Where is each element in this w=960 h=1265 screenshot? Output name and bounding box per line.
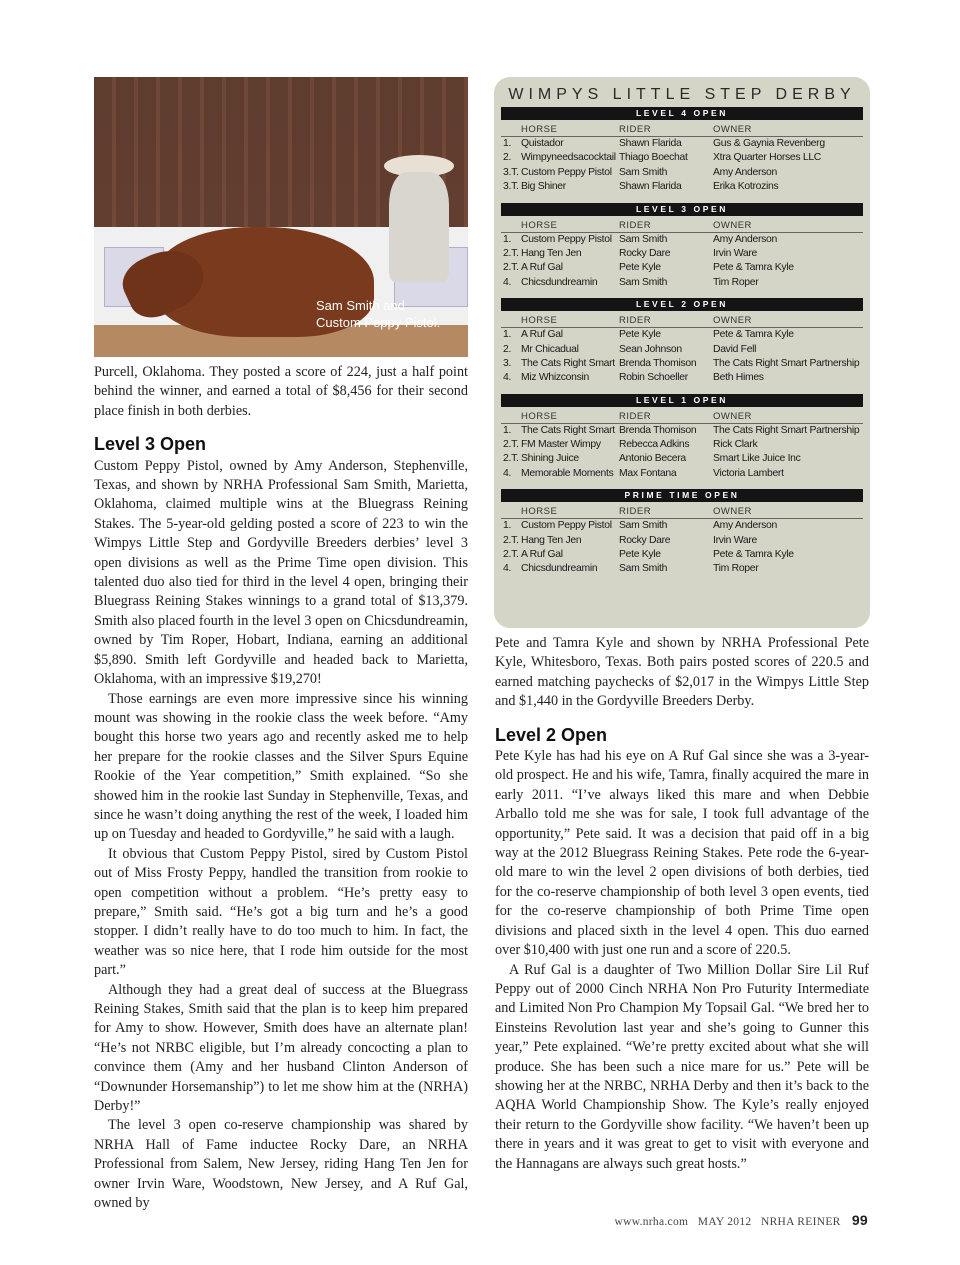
cell-horse: Mr Chicadual <box>521 343 579 355</box>
division-bar: LEVEL 2 OPEN <box>501 298 863 311</box>
cell-horse: Custom Peppy Pistol <box>521 520 612 532</box>
column-headers <box>501 502 863 519</box>
footer-url: www.nrha.com <box>614 1216 689 1228</box>
cell-owner: Erika Kotrozins <box>713 181 779 193</box>
header-owner: OWNER <box>713 124 752 135</box>
table-row <box>501 343 863 357</box>
results-panel <box>494 77 870 628</box>
cell-owner: Irvin Ware <box>713 247 757 259</box>
cell-owner: Amy Anderson <box>713 166 777 178</box>
results-sections <box>501 107 863 577</box>
column-headers <box>501 120 863 137</box>
section-heading: Level 3 Open <box>94 434 207 455</box>
cell-owner: Amy Anderson <box>713 520 777 532</box>
cell-place: 3.T. <box>503 181 519 193</box>
intro-paragraph: Purcell, Oklahoma. They posted a score of 224, just a half point behind the winner, and earned a total of $8,456 for their second place finish in both derbies. <box>94 364 468 419</box>
right-column <box>495 634 869 1174</box>
cell-horse: A Ruf Gal <box>521 549 563 561</box>
rider-figure <box>389 172 449 282</box>
header-owner: OWNER <box>713 219 752 231</box>
cell-place: 2.T. <box>503 549 519 561</box>
header-horse: HORSE <box>521 124 558 135</box>
cell-rider: Brenda Thomison <box>619 357 697 369</box>
header-rider: RIDER <box>619 410 652 422</box>
table-row <box>501 371 863 385</box>
results-section <box>501 298 863 386</box>
cell-owner: Gus & Gaynia Revenberg <box>713 138 825 149</box>
cell-rider: Antonio Becera <box>619 453 686 465</box>
cell-owner: The Cats Right Smart Partnership <box>713 357 860 369</box>
column-headers <box>501 311 863 328</box>
section-heading: Level 2 Open <box>495 724 608 745</box>
division-bar: LEVEL 3 OPEN <box>501 203 863 216</box>
division-bar: LEVEL 1 OPEN <box>501 394 863 407</box>
page-footer <box>615 1212 869 1228</box>
page-number: 99 <box>851 1212 868 1228</box>
cell-horse: Custom Peppy Pistol <box>521 233 612 245</box>
cell-rider: Shawn Flarida <box>619 181 682 193</box>
cell-place: 1. <box>503 329 512 341</box>
cell-rider: Brenda Thomison <box>619 424 697 436</box>
cell-rider: Sam Smith <box>619 520 668 532</box>
header-rider: RIDER <box>619 315 652 327</box>
cell-rider: Pete Kyle <box>619 329 661 341</box>
table-row <box>501 276 863 290</box>
results-title: WIMPYS LITTLE STEP DERBY <box>508 86 856 103</box>
table-row <box>501 261 863 275</box>
cell-rider: Sam Smith <box>619 276 668 288</box>
cell-place: 3. <box>503 357 512 369</box>
body-paragraph: Those earnings are even more impressive since his winning mount was showing in the rookie class the week before. “Amy bought this horse two years ago and recently asked me to help her prepare for the rookie classes and the Silver Spurs Equine Rookie of the Year competition,” Smith explained. “So she showed him in the rookie last Sunday in Stephenville, Texas, and since he wasn’t doing anything the rest of the week, I loaded him up on Tuesday and headed to Gordyville,” he said with a laugh. <box>94 690 468 843</box>
results-section <box>501 203 863 291</box>
cell-rider: Rocky Dare <box>619 247 671 259</box>
left-column <box>94 363 468 1213</box>
body-paragraph: It obvious that Custom Peppy Pistol, sired by Custom Pistol out of Miss Frosty Peppy, handled the transition from rookie to open competition without a problem. “He’s pretty easy to prepare,” Smith said. “He’s got a big turn and he’s a good stopper. I didn’t really have to do too much to him. In fact, the weather was so nice here, that I rode him outside for the most part.” <box>94 845 468 979</box>
cell-place: 1. <box>503 138 512 149</box>
table-row <box>501 467 863 481</box>
header-rider: RIDER <box>619 506 652 518</box>
table-row <box>501 180 863 194</box>
cell-horse: Hang Ten Jen <box>521 534 582 546</box>
cell-owner: Tim Roper <box>713 563 759 575</box>
cell-place: 2. <box>503 152 512 164</box>
cell-place: 1. <box>503 520 512 532</box>
cell-rider: Max Fontana <box>619 467 677 479</box>
cell-place: 1. <box>503 424 512 436</box>
cell-horse: Miz Whizconsin <box>521 372 589 384</box>
body-paragraph: Custom Peppy Pistol, owned by Amy Anderson, Stephenville, Texas, and shown by NRHA Professional Sam Smith, Marietta, Oklahoma, claimed multiple wins at the Bluegrass Reining Stakes. The 5-year-old gelding posted a score of 223 to win the Wimpys Little Step and Gordyville Breeders derbies’ level 3 open divisions as well as the Prime Time open division. This talented duo also tied for third in the level 4 open, bringing their Bluegrass Reining Stakes winnings to a grand total of $13,379. Smith also placed fourth in the level 3 open on Chicsdundreamin, owned by Tim Roper, Hobart, Indiana, earning an additional $5,890. Smith left Gordyville and headed back to Marietta, Oklahoma, with an impressive $19,270! <box>94 457 468 688</box>
cell-horse: FM Master Wimpy <box>521 439 601 451</box>
header-place <box>501 120 521 136</box>
table-row <box>501 357 863 371</box>
cell-horse: A Ruf Gal <box>521 329 563 341</box>
cell-rider: Pete Kyle <box>619 549 661 561</box>
cell-rider: Sam Smith <box>619 563 668 575</box>
cell-place: 2.T. <box>503 262 519 274</box>
header-place <box>501 407 521 423</box>
header-owner: OWNER <box>713 410 752 422</box>
body-paragraph: Although they had a great deal of success at the Bluegrass Reining Stakes, Smith said that the plan is to keep him prepared for Amy to show. However, Smith does have an alternate plan! “He’s not NRBC eligible, but I’m already concocting a plan to convince them (Amy and her husband Clinton Anderson of “Downunder Horsemanship”) to let me show him at the (NRHA) Derby!” <box>94 981 468 1115</box>
cell-rider: Pete Kyle <box>619 262 661 274</box>
column-headers <box>501 216 863 233</box>
header-rider: RIDER <box>619 124 652 135</box>
photo-caption <box>316 297 466 331</box>
header-horse: HORSE <box>521 315 558 327</box>
cell-horse: The Cats Right Smart <box>521 424 615 436</box>
cell-horse: Big Shiner <box>521 181 566 193</box>
table-row <box>501 247 863 261</box>
table-row <box>501 424 863 438</box>
column-headers <box>501 407 863 424</box>
cell-horse: Shining Juice <box>521 453 579 465</box>
caption-line: Custom Peppy Pistol. <box>316 315 441 330</box>
cell-place: 2.T. <box>503 247 519 259</box>
cell-owner: Victoria Lambert <box>713 467 784 479</box>
cell-owner: Smart Like Juice Inc <box>713 453 801 465</box>
header-horse: HORSE <box>521 506 558 518</box>
cell-horse: Chicsdundreamin <box>521 276 598 288</box>
table-row <box>501 233 863 247</box>
footer-date: MAY 2012 <box>697 1216 752 1228</box>
cell-owner: Pete & Tamra Kyle <box>713 262 794 274</box>
table-row <box>501 452 863 466</box>
results-section <box>501 489 863 577</box>
cell-place: 2.T. <box>503 453 519 465</box>
cell-horse: Custom Peppy Pistol <box>521 166 612 178</box>
cell-owner: Xtra Quarter Horses LLC <box>713 152 822 164</box>
header-place <box>501 502 521 518</box>
cell-rider: Rebecca Adkins <box>619 439 690 451</box>
cell-place: 2. <box>503 343 512 355</box>
table-row <box>501 137 863 151</box>
table-row <box>501 548 863 562</box>
results-section <box>501 394 863 482</box>
footer-publication: NRHA REINER <box>760 1216 841 1228</box>
header-rider: RIDER <box>619 219 652 231</box>
cell-place: 4. <box>503 372 512 384</box>
cell-place: 4. <box>503 276 512 288</box>
header-place <box>501 311 521 327</box>
intro-paragraph: Pete and Tamra Kyle and shown by NRHA Professional Pete Kyle, Whitesboro, Texas. Both pairs posted scores of 220.5 and earned matching paychecks of $2,017 in the Wimpys Little Step and $1,440 in the Gordyville Breeders Derby. <box>495 635 869 710</box>
table-row <box>501 438 863 452</box>
table-row <box>501 519 863 533</box>
cell-rider: Shawn Flarida <box>619 138 682 149</box>
division-bar: PRIME TIME OPEN <box>501 489 863 502</box>
cell-rider: Robin Schoeller <box>619 372 688 384</box>
cell-horse: The Cats Right Smart <box>521 357 615 369</box>
cell-owner: Amy Anderson <box>713 233 777 245</box>
cell-rider: Thiago Boechat <box>619 152 688 164</box>
caption-line: Sam Smith and <box>316 298 405 313</box>
cell-place: 4. <box>503 467 512 479</box>
header-owner: OWNER <box>713 315 752 327</box>
cell-horse: Memorable Moments <box>521 467 614 479</box>
cell-owner: Beth Himes <box>713 372 764 384</box>
header-place <box>501 216 521 232</box>
cell-horse: Quistador <box>521 138 564 149</box>
cell-horse: Wimpyneedsacocktail <box>521 152 616 164</box>
cell-place: 2.T. <box>503 439 519 451</box>
header-horse: HORSE <box>521 219 558 231</box>
cell-place: 2.T. <box>503 534 519 546</box>
body-paragraph: Pete Kyle has had his eye on A Ruf Gal since she was a 3-year-old prospect. He and his wife, Tamra, finally acquired the mare in early 2011. “I’ve always liked this mare and when Debbie Arballo told me she was for sale, I took full advantage of the opportunity,” Pete said. It was a decision that paid off in a big way at the 2012 Bluegrass Reining Stakes. Pete rode the 6-year-old mare to win the level 2 open divisions of both derbies, tied for the co-reserve championship of both level 3 open events, tied for the co-reserve championship of both Prime Time open divisions and placed sixth in the level 4 open. This duo earned over $10,400 with just one run and a score of 220.5. <box>495 748 869 959</box>
cell-rider: Rocky Dare <box>619 534 671 546</box>
cell-owner: Pete & Tamra Kyle <box>713 549 794 561</box>
cell-owner: Rick Clark <box>713 439 758 451</box>
table-row <box>501 151 863 165</box>
cell-owner: Tim Roper <box>713 276 759 288</box>
cell-horse: Hang Ten Jen <box>521 247 582 259</box>
cell-rider: Sam Smith <box>619 166 668 178</box>
results-section <box>501 107 863 195</box>
cell-owner: Irvin Ware <box>713 534 757 546</box>
body-paragraph: A Ruf Gal is a daughter of Two Million Dollar Sire Lil Ruf Peppy out of 2000 Cinch NRHA Non Pro Futurity Intermediate and Limited Non Pro Champion My Topsail Gal. “We bred her to Einsteins Revolution last year and she’s going to Gunner this year,” Pete explained. “We’re pretty excited about what she will produce. She has been such a nice mare for us.” Pete will be showing her at the NRBC, NRHA Derby and then it’s back to the AQHA World Championship Show. The Kyle’s really enjoyed their return to the Gordyville show facility. “We haven’t been up there in years and it was great to get to visit with everyone and the Hannagans are always such great hosts.” <box>495 961 869 1172</box>
cell-horse: A Ruf Gal <box>521 262 563 274</box>
cell-horse: Chicsdundreamin <box>521 563 598 575</box>
header-owner: OWNER <box>713 506 752 518</box>
header-horse: HORSE <box>521 410 558 422</box>
rider-photo <box>94 77 468 357</box>
table-row <box>501 166 863 180</box>
cell-owner: Pete & Tamra Kyle <box>713 329 794 341</box>
cell-place: 3.T. <box>503 166 519 178</box>
cell-rider: Sam Smith <box>619 233 668 245</box>
division-bar: LEVEL 4 OPEN <box>501 107 863 120</box>
cell-owner: The Cats Right Smart Partnership <box>713 424 860 436</box>
cell-rider: Sean Johnson <box>619 343 682 355</box>
cell-place: 4. <box>503 563 512 575</box>
table-row <box>501 562 863 576</box>
table-row <box>501 534 863 548</box>
table-row <box>501 328 863 342</box>
body-paragraph: The level 3 open co-reserve championship was shared by NRHA Hall of Fame inductee Rocky Dare, an NRHA Professional from Salem, New Jersey, riding Hang Ten Jen for owner Irvin Ware, Woodstown, New Jersey, and A Ruf Gal, owned by <box>94 1117 468 1212</box>
cell-place: 1. <box>503 233 512 245</box>
cell-owner: David Fell <box>713 343 757 355</box>
